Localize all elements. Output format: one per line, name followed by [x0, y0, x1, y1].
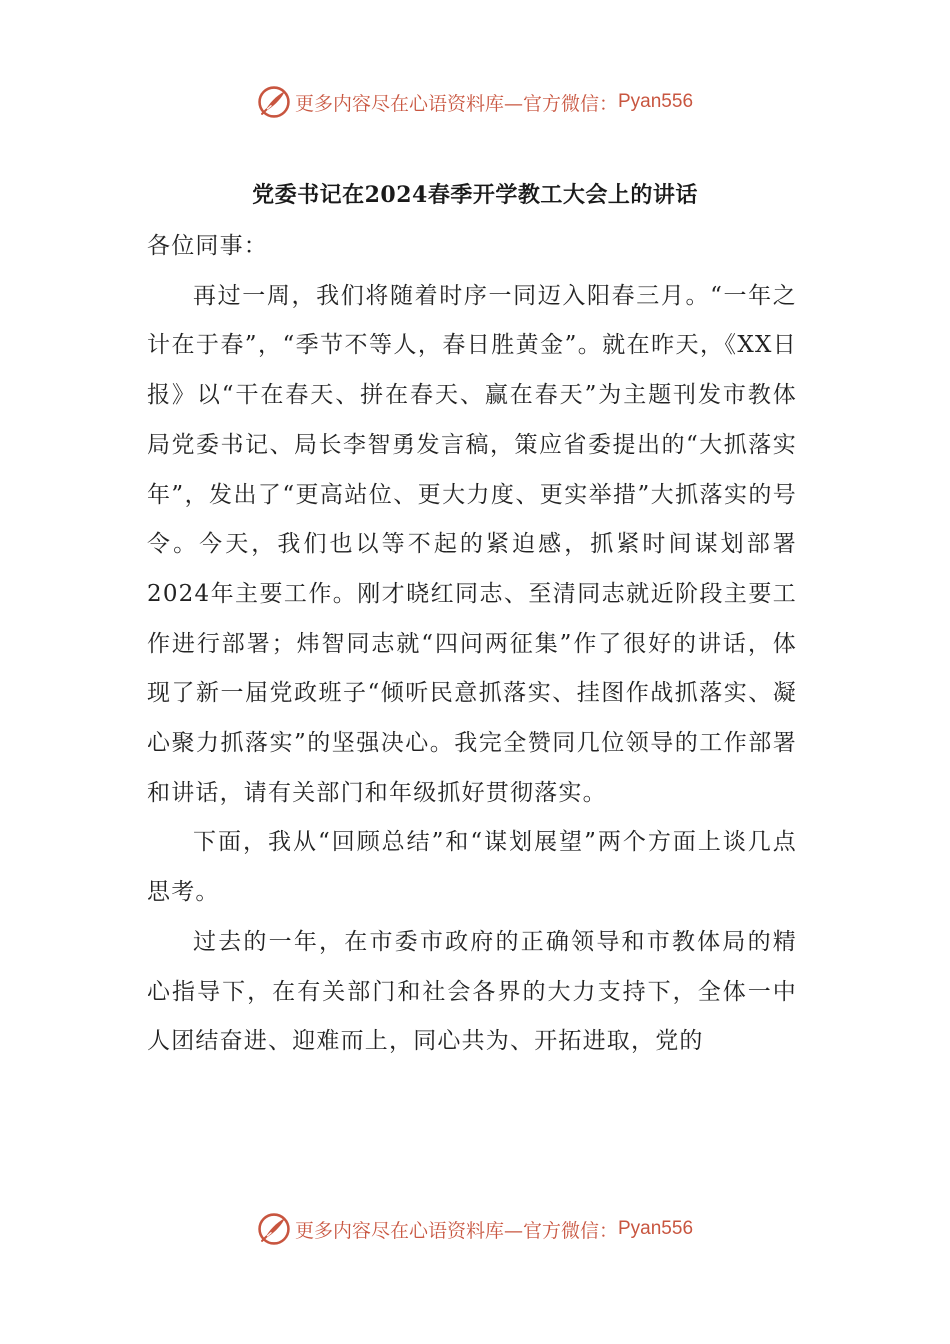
watermark-footer	[0, 1209, 950, 1249]
paragraph: 再过一周，我们将随着时序一同迈入阳春三月。“一年之计在于春”，“季节不等人，春日胜黄金”。就在昨天，《XX日报》以“干在春天、拼在春天、赢在春天”为主题刊发市教体局党委书记、局长李智勇发言稿，策应省委提出的“大抓落实年”，发出了“更高站位、更大力度、更实举措”大抓落实的号令。今天，我们也以等不起的紧迫感，抓紧时间谋划部署2024年主要工作。刚才晓红同志、至清同志就近阶段主要工作进行部署；炜智同志就“四问两征集”作了很好的讲话，体现了新一届党政班子“倾听民意抓落实、挂图作战抓落实、凝心聚力抓落实”的坚强决心。我完全赞同几位领导的工作部署和讲话，请有关部门和年级抓好贯彻落实。	[147, 282, 797, 806]
salutation: 各位同事：	[147, 233, 268, 259]
document-body	[147, 222, 797, 1067]
watermark-text: 更多内容尽在心语资料库—官方微信：	[294, 92, 618, 115]
watermark-wechat-id: Pyan556	[618, 91, 694, 112]
watermark-wechat-id: Pyan556	[618, 1218, 694, 1239]
quill-pen-logo-icon	[257, 1212, 291, 1246]
quill-pen-logo-icon	[257, 85, 291, 119]
paragraph: 过去的一年，在市委市政府的正确领导和市教体局的精心指导下，在有关部门和社会各界的大力支持下，全体一中人团结奋进、迎难而上，同心共为、开拓进取，党的	[147, 928, 797, 1055]
paragraph: 下面，我从“回顾总结”和“谋划展望”两个方面上谈几点思考。	[147, 829, 797, 906]
watermark-header	[0, 82, 950, 122]
document-title: 党委书记在2024春季开学教工大会上的讲话	[252, 182, 698, 208]
watermark-text: 更多内容尽在心语资料库—官方微信：	[294, 1219, 618, 1242]
